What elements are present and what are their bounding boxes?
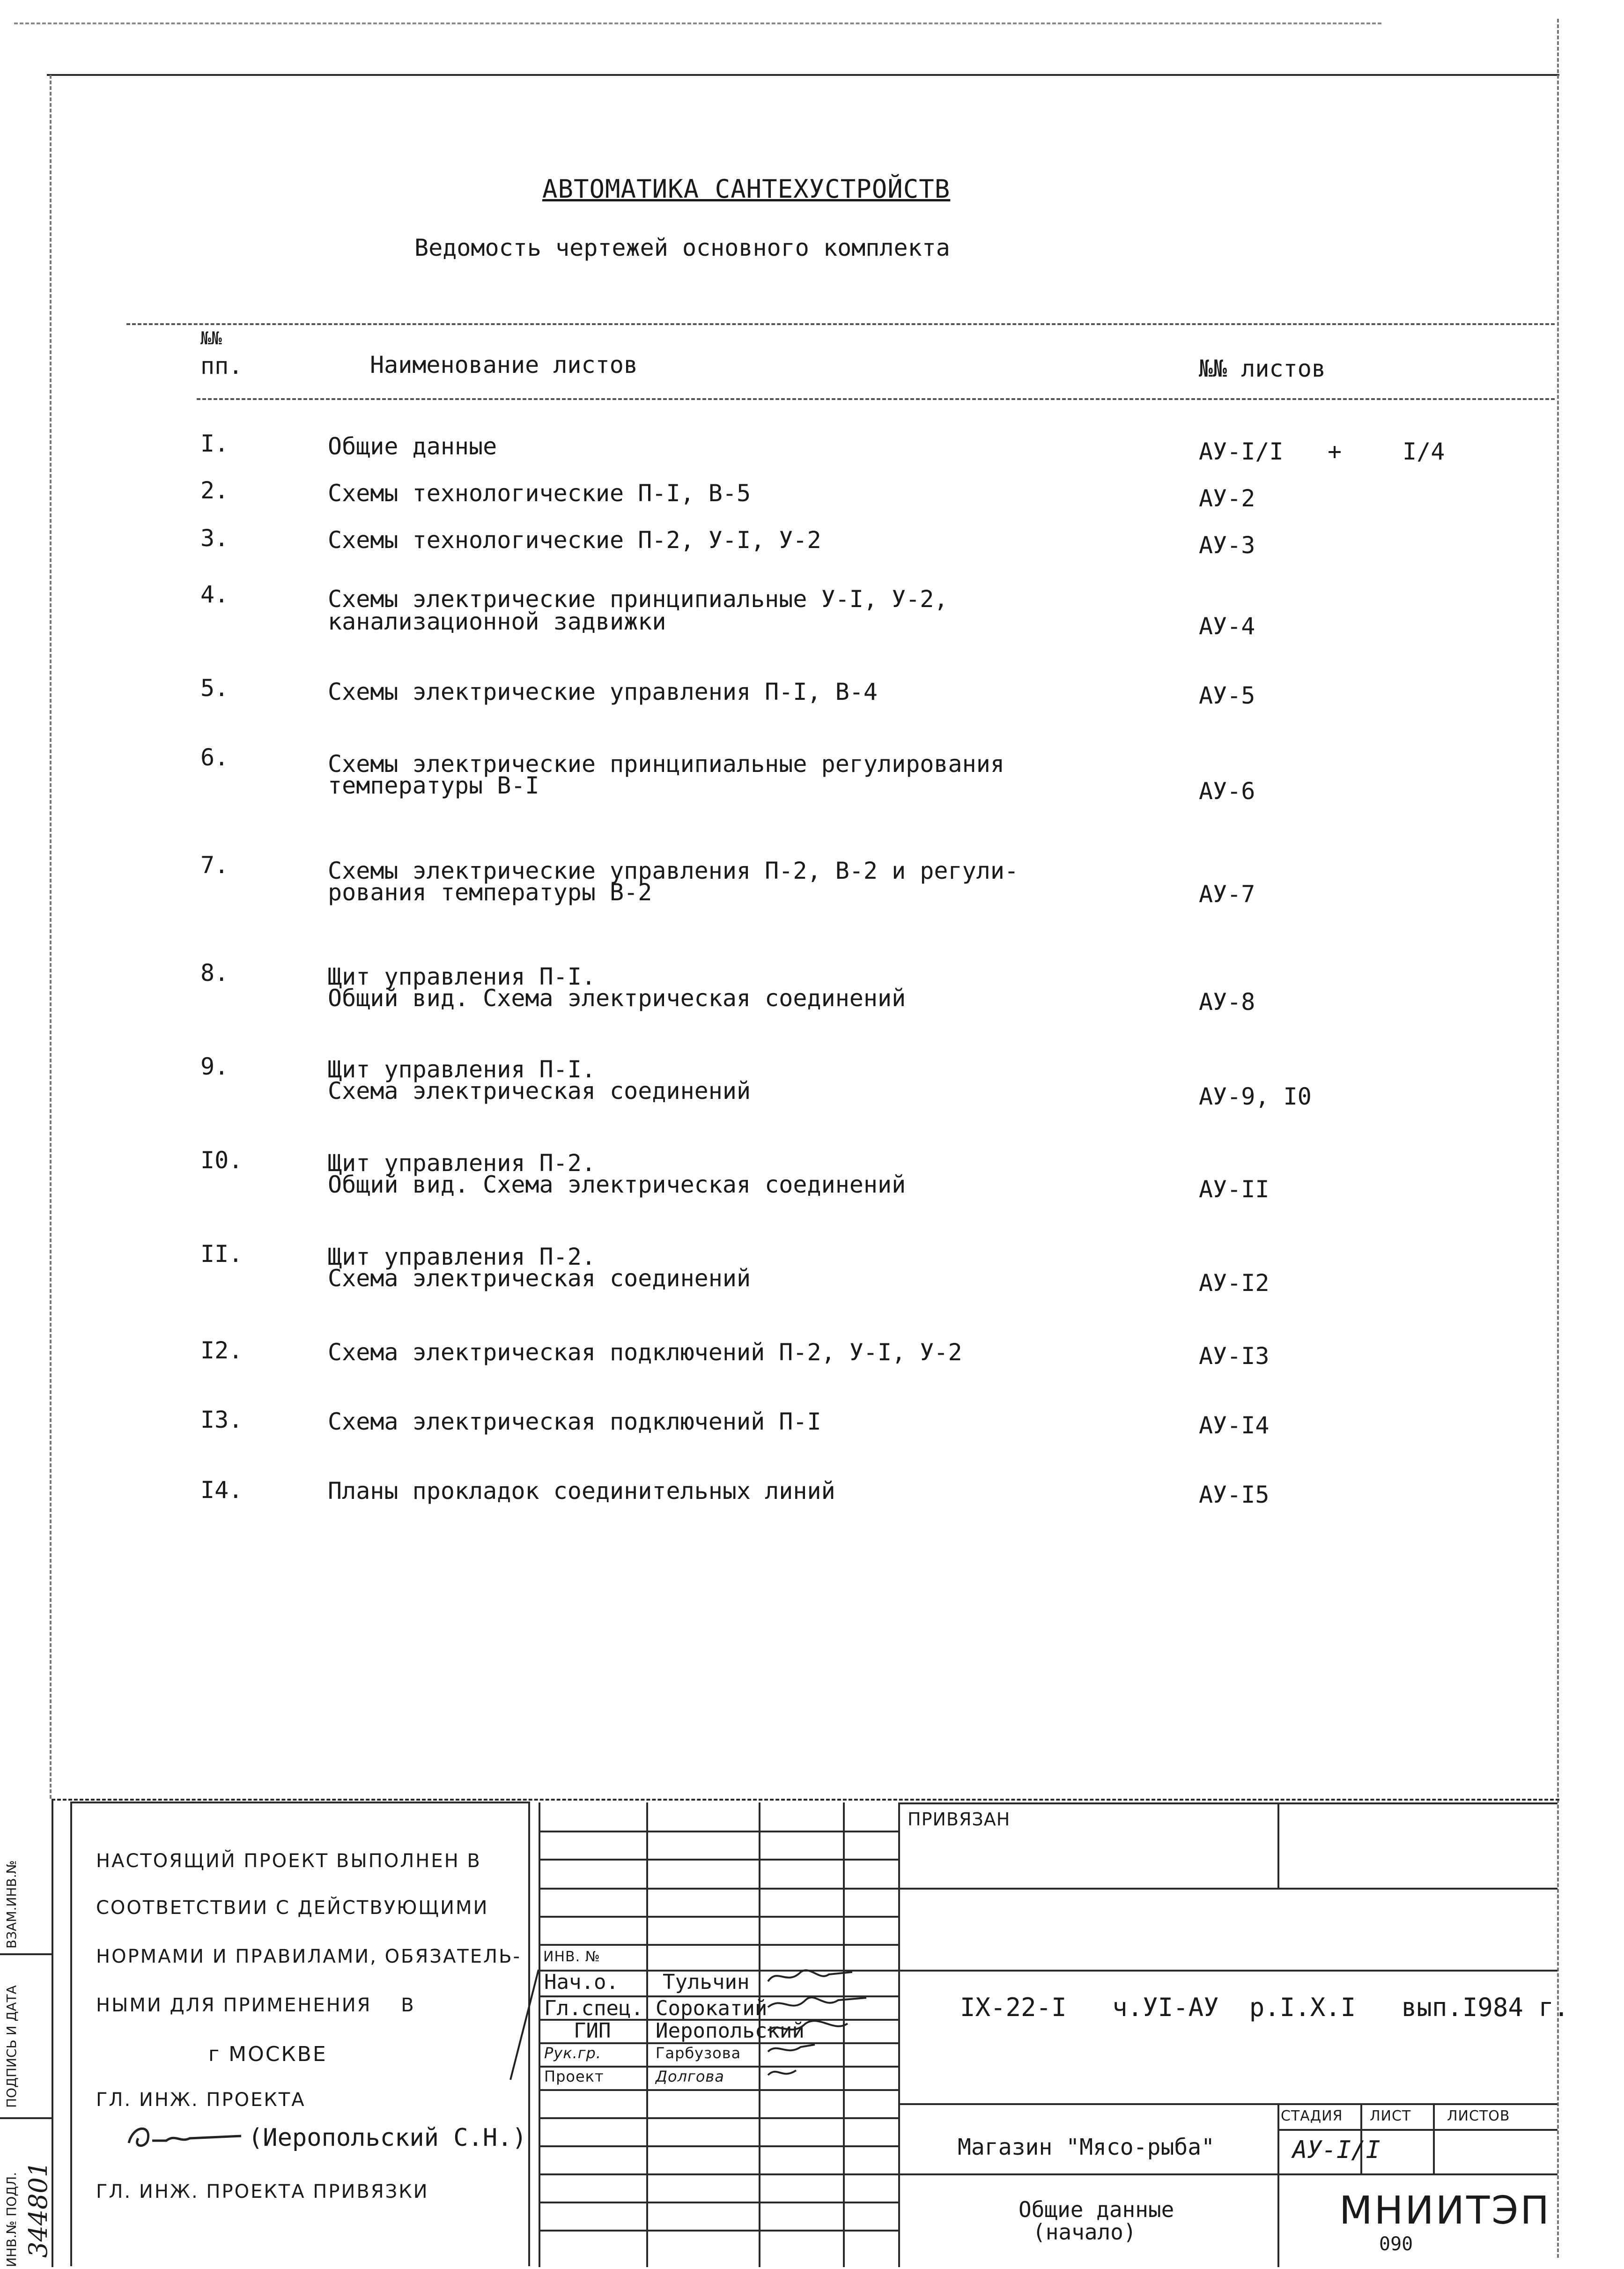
side-strip-div-1 [0, 1953, 52, 1955]
note-line-4: НЫМИ ДЛЯ ПРИМЕНЕНИЯ В [96, 1995, 415, 2016]
row-sheet: АУ-6 [1199, 778, 1255, 805]
note-line-2: СООТВЕТСТВИИ С ДЕЙСТВУЮЩИМИ [96, 1897, 489, 1919]
row-number: 3. [200, 525, 229, 552]
name-sorokatiy: Сорокатий [656, 1996, 768, 2020]
row-name: Щит управления П-2. [328, 1243, 596, 1270]
inv-number-label: ИНВ. № [543, 1949, 600, 1965]
col-num-header-1: №№ [200, 328, 222, 349]
top-frame-line [47, 74, 1559, 76]
row-sheet: АУ-7 [1199, 881, 1255, 908]
note-line-3: НОРМАМИ И ПРАВИЛАМИ, ОБЯЗАТЕЛЬ- [96, 1946, 521, 1967]
name-tulchin: Тульчин [663, 1970, 750, 1994]
grid-row [539, 1916, 898, 1918]
row-number: I. [200, 430, 229, 457]
role-gip: ГИП [574, 2019, 611, 2043]
privyazan-divider [1277, 1802, 1279, 1888]
row-name-cont: Схема электрическая соединений [328, 1265, 751, 1292]
row-sheet: АУ-II [1199, 1176, 1270, 1203]
object-name: Магазин "Мясо-рыба" [958, 2134, 1215, 2160]
top-scan-edge [14, 22, 1381, 24]
row-sheet: АУ-I4 [1199, 1412, 1270, 1439]
row-number: I3. [200, 1406, 243, 1433]
row-name: Схемы электрические управления П-I, В-4 [328, 678, 878, 705]
grid-row [539, 2202, 898, 2203]
note-line-5: г МОСКВЕ [208, 2042, 327, 2066]
row-sheet: АУ-I3 [1199, 1342, 1270, 1370]
left-frame-line [50, 75, 52, 1799]
leader-line [506, 1967, 543, 2084]
right-row-2 [898, 1970, 1558, 1972]
grid-row [539, 2089, 898, 2091]
role-glspec: Гл.спец. [544, 1996, 643, 2020]
grid-row [539, 1888, 898, 1890]
document-code: IX-22-I ч.УI-АУ р.I.X.I вып.I984 г. [960, 1993, 1569, 2022]
stage-row [1277, 2129, 1558, 2131]
grid-row [539, 1859, 898, 1861]
right-row-1 [898, 1888, 1558, 1890]
grid-row [539, 2145, 898, 2147]
row-name-cont: Общий вид. Схема электрическая соединений [328, 1171, 906, 1198]
organization-name: МНИИТЭП [1339, 2188, 1551, 2233]
name-garbuzova: Гарбузова [656, 2044, 741, 2062]
row-sheet-extra: I/4 [1403, 438, 1445, 465]
grid-row [539, 2117, 898, 2119]
row-number: I0. [200, 1147, 243, 1174]
grid-col-1 [646, 1802, 648, 2267]
stage-col-2 [1433, 2103, 1435, 2173]
chief-signature [124, 2115, 246, 2157]
row-name-cont: Схема электрическая соединений [328, 1077, 751, 1105]
row-sheet: АУ-I/I [1199, 438, 1284, 465]
row-sheet: АУ-I2 [1199, 1269, 1270, 1297]
binding-engineer-label: ГЛ. ИНЖ. ПРОЕКТА ПРИВЯЗКИ [96, 2181, 429, 2202]
table-top-line [126, 323, 1555, 325]
privyazan-label: ПРИВЯЗАН [908, 1809, 1011, 1830]
sheets-label: ЛИСТОВ [1447, 2108, 1510, 2124]
col-num-header-2: пп. [200, 352, 243, 379]
row-number: 4. [200, 581, 229, 608]
col-name-header: Наименование листов [370, 351, 638, 378]
row-name-cont: канализационной задвижки [328, 608, 666, 635]
row-name: Схемы электрические управления П-2, В-2 и регули- [328, 857, 1019, 884]
right-row-3 [898, 2103, 1558, 2105]
row-number: 2. [200, 477, 229, 504]
page-title: АВТОМАТИКА САНТЕХУСТРОЙСТВ [542, 174, 951, 204]
organization-sub: 090 [1379, 2233, 1413, 2255]
role-nach: Нач.о. [544, 1970, 619, 1994]
object-divider [1277, 2103, 1279, 2267]
stamp-top-line [52, 1799, 1559, 1801]
row-name: Общие данные [328, 433, 497, 460]
row-name: Схема электрическая подключений П-2, У-I, У-2 [328, 1339, 962, 1366]
row-number: II. [200, 1240, 243, 1268]
row-sheet: АУ-3 [1199, 532, 1255, 559]
name-dolgova: Долгова [656, 2068, 724, 2085]
row-sheet: АУ-I5 [1199, 1481, 1270, 1508]
row-number: I4. [200, 1476, 243, 1504]
stage-value: АУ-I/I [1292, 2136, 1380, 2164]
row-number: 8. [200, 959, 229, 986]
grid-row [539, 2173, 898, 2175]
side-label-replace: ВЗАМ.ИНВ.№ [4, 1860, 19, 1949]
side-strip-div-2 [0, 2117, 52, 2119]
row-number: 6. [200, 744, 229, 771]
role-rukgr: Рук.гр. [544, 2044, 602, 2062]
sheet-label: ЛИСТ [1370, 2108, 1411, 2124]
grid-row [539, 1944, 898, 1946]
row-sheet: АУ-2 [1199, 485, 1255, 512]
row-name: Схемы технологические П-I, В-5 [328, 480, 751, 507]
row-name: Щит управления П-I. [328, 1056, 596, 1083]
row-name: Схемы технологические П-2, У-I, У-2 [328, 526, 821, 554]
row-name: Схемы электрические принципиальные регулирования [328, 750, 1004, 778]
page-subtitle: Ведомость чертежей основного комплекта [414, 234, 950, 261]
row-name: Схемы электрические принципиальные У-I, У-2, [328, 586, 948, 613]
row-sheet: АУ-4 [1199, 613, 1255, 640]
sheet-title-1: Общие данные [1019, 2197, 1174, 2222]
side-inv-number: 344801 [23, 2161, 53, 2258]
row-number: 7. [200, 852, 229, 879]
row-name-cont: Общий вид. Схема электрическая соединений [328, 985, 906, 1012]
side-label-inv: ИНВ.№ ПОДЛ. [4, 2172, 19, 2267]
row-sheet: АУ-5 [1199, 682, 1255, 709]
side-label-sign: ПОДПИСЬ И ДАТА [4, 1985, 19, 2108]
row-name: Щит управления П-I. [328, 963, 596, 990]
row-sheet: АУ-9, I0 [1199, 1083, 1312, 1110]
signatures-scribble [759, 1963, 899, 2084]
row-number: 9. [200, 1053, 229, 1080]
row-name-cont: рования температуры В-2 [328, 879, 652, 906]
row-number: 5. [200, 675, 229, 702]
row-sheet-plus: + [1328, 438, 1342, 465]
stage-label: СТАДИЯ [1281, 2108, 1343, 2124]
table-header-line [197, 398, 1555, 400]
row-name: Схема электрическая подключений П-I [328, 1408, 821, 1435]
sheet-title-2: (начало) [1033, 2219, 1137, 2245]
row-name: Щит управления П-2. [328, 1149, 596, 1177]
col-sheets-header: №№ листов [1199, 355, 1326, 382]
right-row-4 [898, 2173, 1558, 2175]
row-name: Планы прокладок соединительных линий [328, 1477, 835, 1505]
grid-row [539, 2230, 898, 2232]
row-sheet: АУ-8 [1199, 988, 1255, 1016]
grid-row [539, 1831, 898, 1832]
name-ieropolsky: Иеропольский [656, 2019, 805, 2043]
chief-engineer-name: (Иеропольский С.Н.) [248, 2124, 527, 2152]
row-number: I2. [200, 1337, 243, 1364]
row-name-cont: температуры В-I [328, 772, 539, 799]
role-proekt: Проект [544, 2068, 604, 2085]
chief-engineer-label: ГЛ. ИНЖ. ПРОЕКТА [96, 2089, 306, 2111]
note-line-1: НАСТОЯЩИЙ ПРОЕКТ ВЫПОЛНЕН В [96, 1850, 481, 1872]
